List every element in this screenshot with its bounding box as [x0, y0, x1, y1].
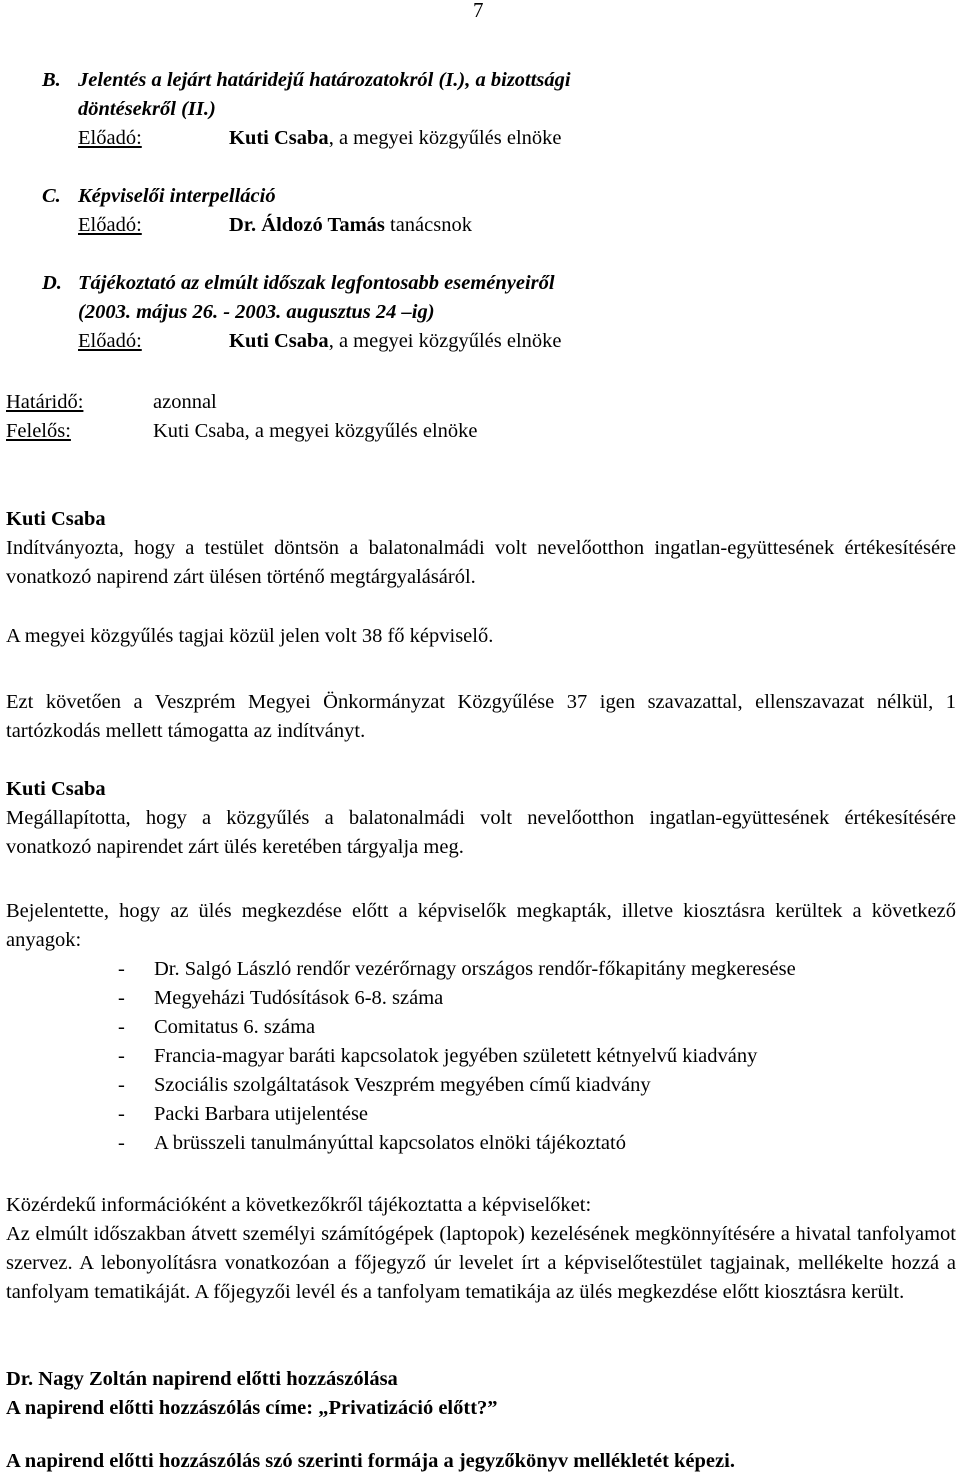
deadline-value: azonnal — [153, 391, 217, 413]
presenter-label: Előadó: — [78, 127, 142, 149]
paragraph-attendance: A megyei közgyűlés tagjai közül jelen volt 38 fő képviselő. — [6, 625, 494, 647]
list-item-text: Packi Barbara utijelentése — [154, 1103, 369, 1125]
paragraph-info-intro: Közérdekű információként a következőkről tájékoztatta a képviselőket: — [6, 1194, 592, 1216]
list-dash: - — [118, 1103, 125, 1125]
presenter-role: , a megyei közgyűlés elnöke — [328, 330, 562, 352]
list-item-text: A brüsszeli tanulmányúttal kapcsolatos elnöki tájékoztató — [154, 1132, 626, 1154]
list-dash: - — [118, 1045, 125, 1067]
list-item — [118, 1013, 948, 1042]
agenda-item-b — [42, 66, 942, 153]
agenda-title-cont: (2003. május 26. - 2003. augusztus 24 –ig) — [78, 301, 435, 323]
list-item — [118, 955, 948, 984]
presenter-label: Előadó: — [78, 214, 142, 236]
deadline-line — [6, 388, 906, 417]
responsible-value: Kuti Csaba, a megyei közgyűlés elnöke — [153, 420, 478, 442]
agenda-title-cont: döntésekről (II.) — [78, 98, 216, 120]
agenda-title: Jelentés a lejárt határidejű határozatokról (I.), a bizottsági — [78, 69, 571, 91]
list-item — [118, 1042, 948, 1071]
presenter-line — [42, 211, 942, 240]
responsible-label: Felelős: — [6, 420, 71, 442]
list-item-text: Szociális szolgáltatások Veszprém megyében című kiadvány — [154, 1074, 651, 1096]
presenter-line — [42, 124, 942, 153]
speaker-name: Kuti Csaba — [6, 778, 106, 800]
paragraph-closed-session: Megállapította, hogy a közgyűlés a balatonalmádi volt nevelőotthon ingatlan-együttesének értékesítésére vonatkozó napirendet zárt ülés keretében tárgyalja meg. — [6, 807, 956, 858]
presenter-name: Kuti Csaba — [229, 127, 329, 149]
list-item — [118, 984, 948, 1013]
pre-agenda-speaker: Dr. Nagy Zoltán napirend előtti hozzászólása — [6, 1368, 398, 1390]
paragraph-motion: Indítványozta, hogy a testület döntsön a balatonalmádi volt nevelőotthon ingatlan-együttesének értékesítésére vonatkozó napirend zárt ülésen történő megtárgyalásáról. — [6, 537, 956, 588]
list-item — [118, 1071, 948, 1100]
list-dash: - — [118, 958, 125, 980]
list-dash: - — [118, 987, 125, 1009]
agenda-item-c — [42, 182, 942, 240]
presenter-label: Előadó: — [78, 330, 142, 352]
agenda-letter: C. — [42, 185, 61, 207]
agenda-letter: D. — [42, 272, 62, 294]
pre-agenda-title: A napirend előtti hozzászólás címe: „Privatizáció előtt?” — [6, 1397, 498, 1419]
list-dash: - — [118, 1074, 125, 1096]
list-item-text: Francia-magyar baráti kapcsolatok jegyében született kétnyelvű kiadvány — [154, 1045, 758, 1067]
presenter-line — [42, 327, 942, 356]
list-dash: - — [118, 1016, 125, 1038]
list-item-text: Dr. Salgó László rendőr vezérőrnagy országos rendőr-főkapitány megkeresése — [154, 958, 796, 980]
page-number: 7 — [473, 0, 484, 22]
list-dash: - — [118, 1132, 125, 1154]
presenter-role: tanácsnok — [384, 214, 472, 236]
list-item-text: Comitatus 6. száma — [154, 1016, 316, 1038]
pre-agenda-note: A napirend előtti hozzászólás szó szerinti formája a jegyzőkönyv mellékletét képezi. — [6, 1450, 735, 1472]
responsible-line — [6, 417, 906, 446]
speaker-name: Kuti Csaba — [6, 508, 106, 530]
materials-list — [118, 955, 948, 1158]
paragraph-laptop-course: Az elmúlt időszakban átvett személyi számítógépek (laptopok) kezelésének megkönnyítésére a hivatal tanfolyamot szervez. A lebonyolításra vonatkozóan a főjegyző úr levelet írt a képviselőtestület tagjainak, mellékelte hozzá a tanfolyam tematikáját. A főjegyzői levél és a tanfolyam tematikája az ülés megkezdése előtt kiosztásra került. — [6, 1223, 956, 1303]
agenda-letter: B. — [42, 69, 61, 91]
list-item — [118, 1129, 948, 1158]
presenter-role: , a megyei közgyűlés elnöke — [328, 127, 562, 149]
paragraph-vote: Ezt követően a Veszprém Megyei Önkormányzat Közgyűlése 37 igen szavazattal, ellenszavazat nélkül, 1 tartózkodás mellett támogatta az indítványt. — [6, 691, 956, 742]
agenda-title: Képviselői interpelláció — [78, 185, 276, 207]
agenda-title: Tájékoztató az elmúlt időszak legfontosabb eseményeiről — [78, 272, 555, 294]
presenter-name: Dr. Áldozó Tamás — [229, 214, 385, 236]
agenda-item-d — [42, 269, 942, 356]
paragraph-materials-intro: Bejelentette, hogy az ülés megkezdése előtt a képviselők megkapták, illetve kiosztásra kerültek a következő anyagok: — [6, 900, 956, 951]
deadline-label: Határidő: — [6, 391, 84, 413]
deadline-block — [6, 388, 906, 446]
list-item-text: Megyeházi Tudósítások 6-8. száma — [154, 987, 444, 1009]
presenter-name: Kuti Csaba — [229, 330, 329, 352]
list-item — [118, 1100, 948, 1129]
